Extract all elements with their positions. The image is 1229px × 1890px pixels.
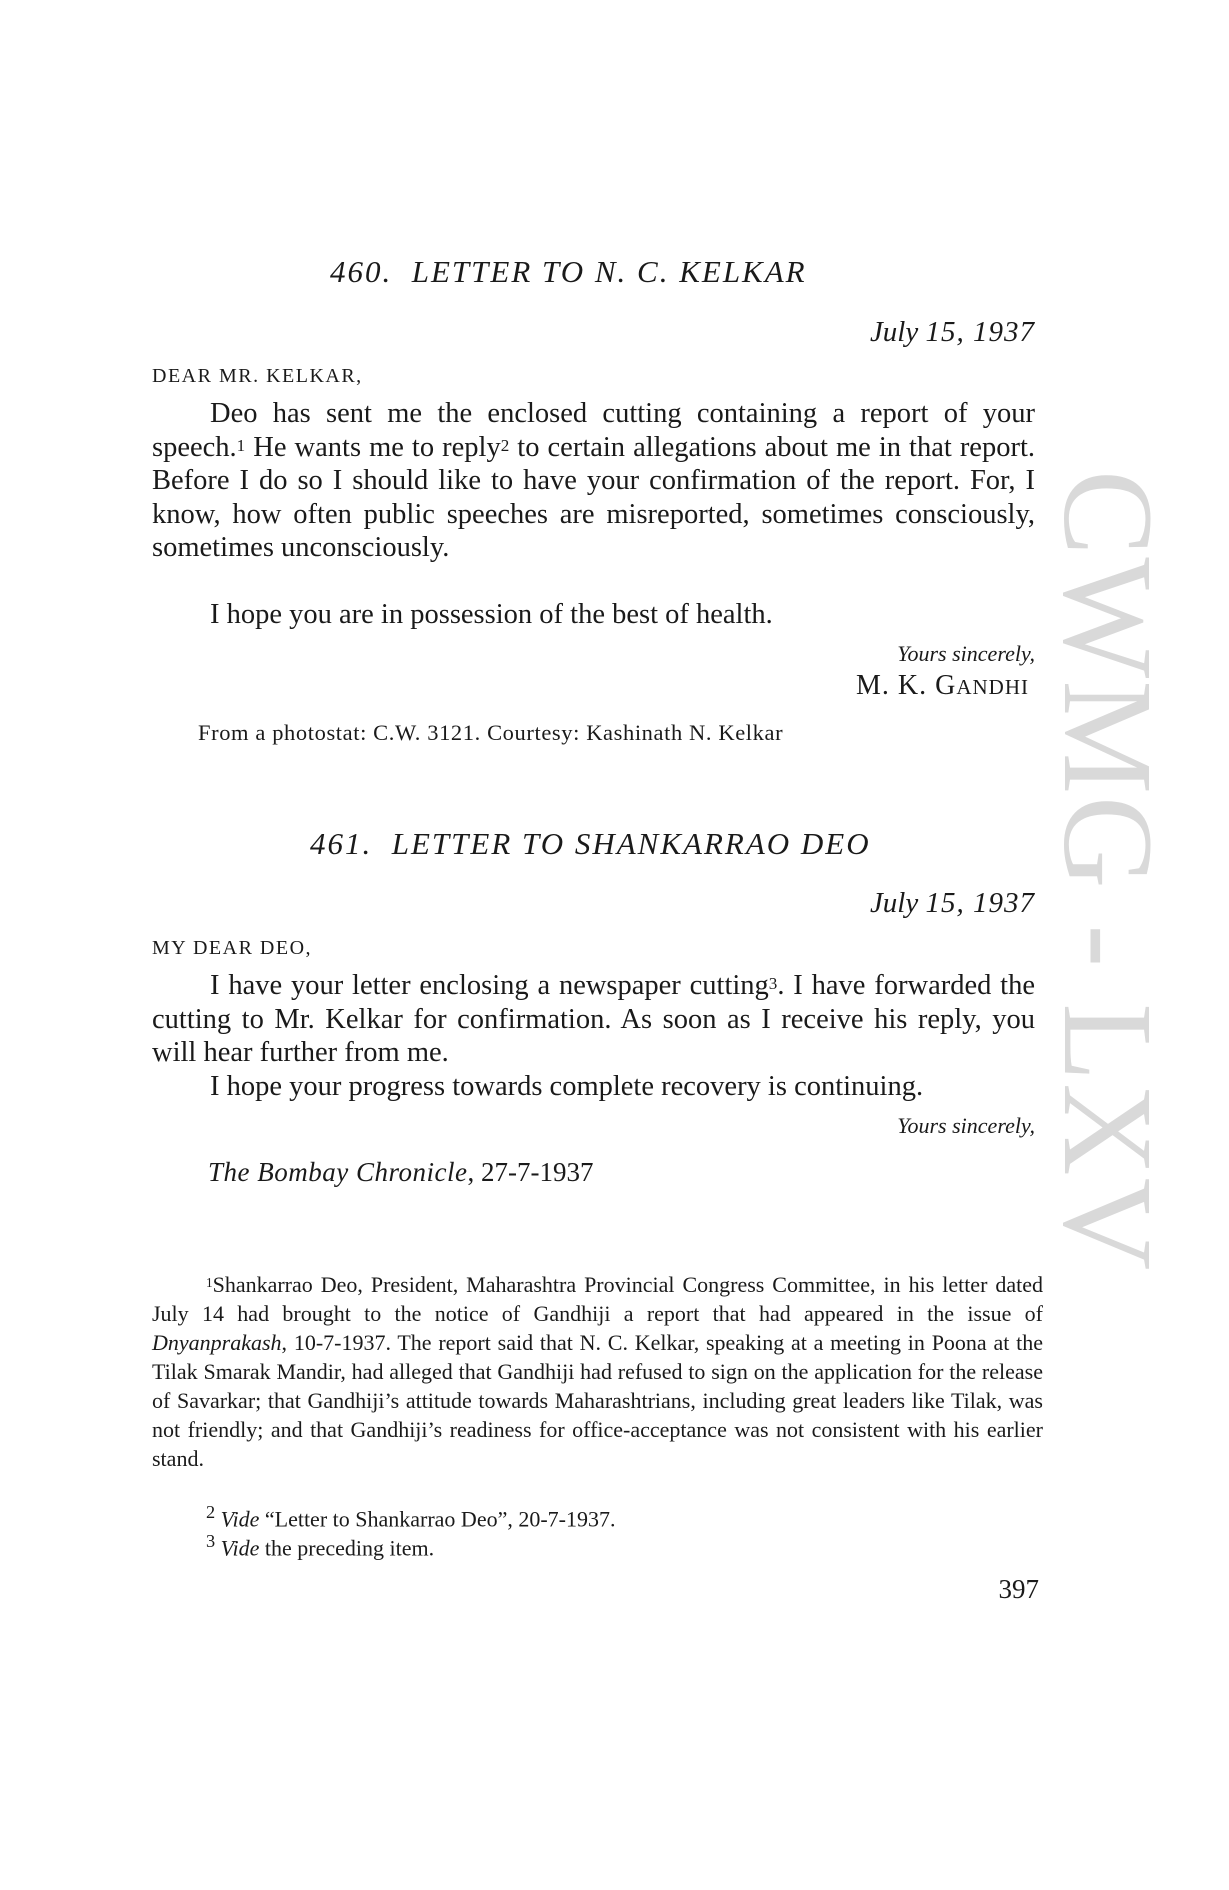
- footnote-2: $^2$ Vide “Letter to Shankarrao Deo”, 20-7-1937.: [206, 1502, 616, 1532]
- letter-461-salutation: MY DEAR DEO,: [152, 937, 313, 959]
- letter-460-closing-paragraph: I hope you are in possession of the best of health.: [210, 599, 773, 630]
- footnote-mark: 2: [206, 1502, 216, 1522]
- letter-460-date: [870, 316, 1035, 349]
- footnote-1: $^1$Shankarrao Deo, President, Maharashtra Provincial Congress Committee, in his letter dated July 14 had brought to the notice of Gandhiji a report that had appeared in the issue of Dnyanprakash, 10-7-1937. The report said that N. C. Kelkar, speaking at a meeting in Poona at the Tilak Smarak Mandir, had alleged that Gandhiji had refused to sign on the application for the release of Savarkar; that Gandhiji’s attitude towards Maharashtrians, including great leaders like Tilak, was not friendly; and that Gandhiji’s readiness for office-acceptance was not consistent with his earlier stand.: [152, 1272, 1043, 1471]
- footnote-publication: Dnyanprakash: [152, 1330, 282, 1355]
- footnote-mark: 3: [206, 1531, 216, 1551]
- letter-460-salutation: DEAR MR. KELKAR,: [152, 365, 363, 387]
- letter-461-source: The Bombay Chronicle, 27-7-1937: [208, 1157, 594, 1187]
- date-day-year: 15, 1937: [925, 887, 1035, 919]
- letter-460-heading: [330, 254, 807, 290]
- page-number: 397: [998, 1574, 1039, 1604]
- date-day-year: 15, 1937: [925, 316, 1035, 348]
- letter-461-date: [870, 887, 1035, 920]
- letter-460-body: Deo has sent me the enclosed cutting containing a report of your speech.$^1$ He wants me to reply$^2$ to certain allegations about me in that report. Before I do so I should like to have your confirmation of the report. For, I know, how often public speeches are misreported, sometimes consciously, sometimes unconsciously.: [152, 398, 1035, 563]
- letter-461-body: I have your letter enclosing a newspaper cutting$^3$. I have forwarded the cutting to Mr. Kelkar for confirmation. As soon as I receive his reply, you will hear further from me.: [152, 970, 1036, 1068]
- footnote-ref-1: 1: [236, 435, 246, 455]
- date-month: July: [869, 887, 919, 919]
- letter-461-heading: [310, 826, 871, 862]
- letter-title: LETTER TO N. C. KELKAR: [411, 254, 807, 289]
- date-month: July: [869, 316, 919, 348]
- letter-number: 461.: [310, 826, 373, 861]
- letter-460-source: From a photostat: C.W. 3121. Courtesy: Kashinath N. Kelkar: [198, 720, 784, 745]
- letter-461-closing: Yours sincerely,: [897, 1113, 1035, 1138]
- letter-title: LETTER TO SHANKARRAO DEO: [391, 826, 871, 861]
- letter-number: 460.: [330, 254, 393, 289]
- footnote-mark: 1: [206, 1275, 213, 1290]
- letter-460-signature: M. K. GANDHI: [856, 670, 1029, 701]
- footnote-3: $^3$ Vide the preceding item.: [206, 1531, 435, 1561]
- footnote-ref-2: 2: [500, 435, 510, 455]
- letter-461-closing-paragraph: I hope your progress towards complete recovery is continuing.: [210, 1071, 924, 1102]
- footnote-ref-3: 3: [768, 974, 778, 993]
- source-publication: The Bombay Chronicle: [208, 1157, 468, 1187]
- letter-460-closing: Yours sincerely,: [897, 641, 1035, 666]
- watermark: CWMG - LXV: [1037, 470, 1179, 1273]
